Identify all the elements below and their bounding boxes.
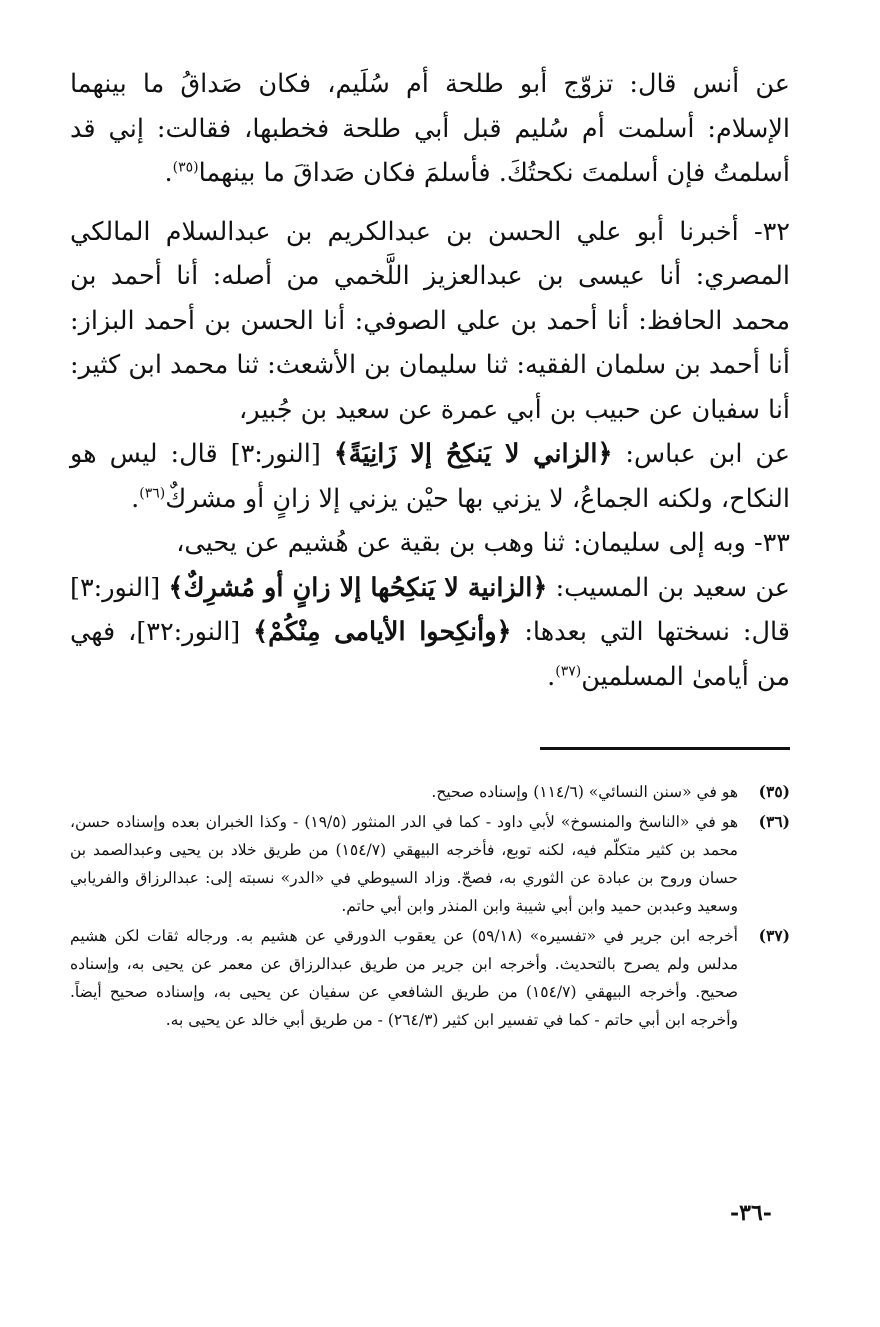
footnote-item (70, 778, 790, 806)
paragraph-text: [النور:٣٢]، فهي من أيامىٰ المسلمين (70, 617, 790, 692)
page-body (70, 62, 790, 1036)
footnotes (70, 778, 790, 1034)
footnote-ref: (٣٧) (555, 663, 582, 679)
footnote-ref: (٣٥) (172, 159, 199, 176)
footnote-item (70, 808, 790, 920)
quran-verse: ﴿الزاني لا يَنكِحُ إلا زَانِيَةً﴾ (333, 439, 613, 469)
paragraph-hadith-33 (70, 521, 790, 566)
paragraph-ibn-musayyib: عن سعيد بن المسيب: ﴿الزانية لا يَنكِحُها إلا زانٍ أو مُشرِكٌ﴾ [النور:٣] قال: نسختها التي بعدها: ﴿وأنكِحوا الأيامى مِنْكُمْ﴾ [النور:٣٢]، فهي من أيامىٰ المسلمين$^{(٣٧)}$. (70, 572, 791, 692)
footnote-number: (٣٥) (758, 782, 790, 801)
footnote-text: أخرجه ابن جرير في «تفسيره» (٥٩/١٨) عن يعقوب الدورقي عن هشيم به. ورجاله ثقات لكن هشيم مدلس ولم يصرح بالتحديث. وأخرجه ابن جرير من طريق عبدالرزاق عن معمر عن يحيى به، وإسناده صحيح. وأخرجه البيهقي (١٥٤/٧) من طريق الشافعي عن سفيان عن يحيى به، وإسناده صحيح أيضاً. وأخرجه ابن أبي حاتم - كما في تفسير ابن كثير (٢٦٤/٣) - من طريق أبي خالد عن يحيى به. (70, 927, 738, 1029)
page-number: -٣٦- (730, 1200, 772, 1226)
paragraph-text: ٣٢- أخبرنا أبو علي الحسن بن عبدالكريم بن عبدالسلام المالكي المصري: أنا عيسى بن عبدالعزيز اللَّخمي من أصله: أنا أحمد بن محمد الحافظ: أنا أحمد بن علي الصوفي: أنا الحسن بن أحمد البزاز: أنا أحمد بن سلمان الفقيه: ثنا سليمان بن الأشعث: ثنا محمد ابن كثير: أنا سفيان عن حبيب بن أبي عمرة عن سعيد بن جُبير، (70, 216, 790, 425)
footnote-text: هو في «سنن النسائي» (١١٤/٦) وإسناده صحيح. (431, 783, 738, 801)
quran-verse: ﴿الزانية لا يَنكِحُها إلا زانٍ أو مُشرِكٌ﴾ (168, 572, 548, 603)
main-text (70, 62, 790, 699)
footnote-divider (540, 747, 790, 750)
paragraph-text: [النور:٣] قال: ليس هو النكاح، ولكنه الجماعُ، لا يزني بها حيْن يزني إلا زانٍ أو مشركٌ (70, 439, 790, 514)
paragraph-ibn-abbas: عن ابن عباس: ﴿الزاني لا يَنكِحُ إلا زَانِيَةً﴾ [النور:٣] قال: ليس هو النكاح، ولكنه الجماعُ، لا يزني بها حيْن يزني إلا زانٍ أو مشركٌ$^{(٣٦)}$. (70, 439, 791, 514)
paragraph-text: ٣٣- وبه إلى سليمان: ثنا وهب بن بقية عن هُشيم عن يحيى، (176, 528, 790, 558)
footnote-number: (٣٧) (758, 926, 790, 945)
quran-verse: ﴿وأنكِحوا الأيامى مِنْكُمْ﴾ (253, 617, 512, 647)
paragraph-text: عن سعيد بن المسيب: (547, 572, 791, 603)
footnote-ref: (٣٦) (139, 485, 166, 501)
paragraph-anas: عن أنس قال: تزوّج أبو طلحة أم سُلَيم، فكان صَداقُ ما بينهما الإسلام: أسلمت أم سُليم قبل أبي طلحة فخطبها، فقالت: إني قد أسلمتُ فإن أسلمتَ نكحتُكَ. فأسلمَ فكان صَداقَ ما بينهما$^{(٣٥)}$. (70, 69, 790, 188)
paragraph-text: عن أنس قال: تزوّج أبو طلحة أم سُلَيم، فكان صَداقُ ما بينهما الإسلام: أسلمت أم سُليم قبل أبي طلحة فخطبها، فقالت: إني قد أسلمتُ فإن أسلمتَ نكحتُكَ. فأسلمَ فكان صَداقَ ما بينهما (70, 69, 790, 188)
footnote-item (70, 922, 790, 1034)
footnote-text: هو في «الناسخ والمنسوخ» لأبي داود - كما في الدر المنثور (١٩/٥) - وكذا الخبران بعده وإسناده حسن، محمد بن كثير متكلّم فيه، لكنه توبع، فأخرجه البيهقي (١٥٤/٧) من طريق خلاد بن يحيى وعبدالصمد بن حسان وروح بن عبادة عن الثوري به، فصحّ. وزاد السيوطي في «الدر» نسبته إلى: عبدالرزاق والفريابي وسعيد وعبدبن حميد وابن أبي شيبة وابن المنذر وابن أبي حاتم. (70, 813, 738, 915)
paragraph-text: [النور:٣] قال: نسختها التي بعدها: (70, 572, 790, 647)
paragraph-text: عن ابن عباس: (612, 439, 791, 469)
footnote-number: (٣٦) (758, 812, 790, 831)
paragraph-hadith-32 (70, 210, 790, 433)
